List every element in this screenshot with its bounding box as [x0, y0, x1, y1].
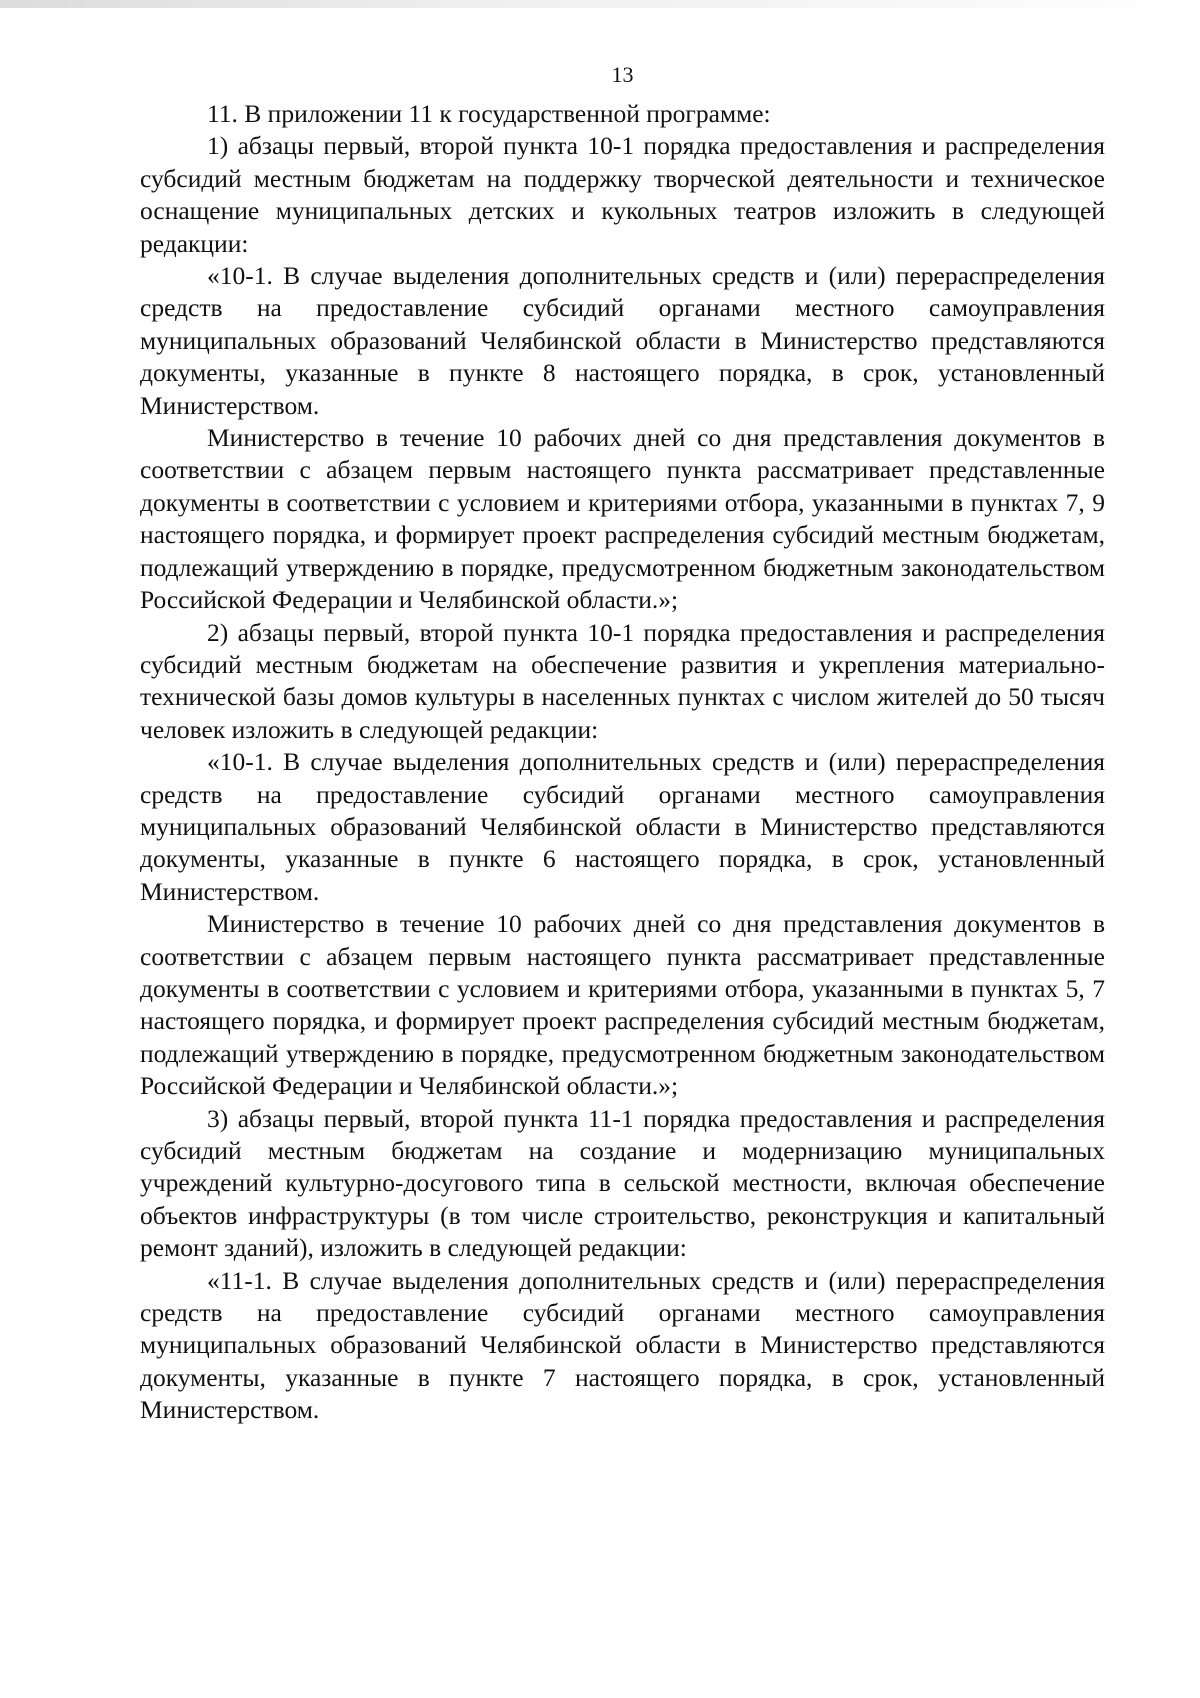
paragraph: 2) абзацы первый, второй пункта 10-1 порядка предоставления и распределения субсидий местным бюджетам на обеспечение развития и укрепления материально-технической базы домов культуры в населенных пунктах с числом жителей до 50 тысяч человек изложить в следующей редакции:: [140, 617, 1105, 744]
paragraph: «10-1. В случае выделения дополнительных средств и (или) перераспределения средств на предоставление субсидий органами местного самоуправления муниципальных образований Челябинской области в Министерство представляются документы, указанные в пункте 8 настоящего порядка, в срок, установленный Министерством.: [140, 261, 1105, 420]
scan-edge: [0, 0, 1200, 8]
paragraph: 3) абзацы первый, второй пункта 11-1 порядка предоставления и распределения субсидий местным бюджетам на создание и модернизацию муниципальных учреждений культурно-досугового типа в сельской местности, включая обеспечение объектов инфраструктуры (в том числе строительство, реконструкция и капитальный ремонт зданий), изложить в следующей редакции:: [140, 1103, 1105, 1263]
paragraph: Министерство в течение 10 рабочих дней со дня представления документов в соответствии с абзацем первым настоящего пункта рассматривает представленные документы в соответствии с условием и критериями отбора, указанными в пунктах 7, 9 настоящего порядка, и формирует проект распределения субсидий местным бюджетам, подлежащий утверждению в порядке, предусмотренном бюджетным законодательством Российской Федерации и Челябинской области.»;: [140, 423, 1105, 615]
paragraph: 1) абзацы первый, второй пункта 10-1 порядка предоставления и распределения субсидий местным бюджетам на поддержку творческой деятельности и техническое оснащение муниципальных детских и кукольных театров изложить в следующей редакции:: [140, 131, 1105, 258]
document-body: [140, 98, 1105, 1427]
paragraph: «10-1. В случае выделения дополнительных средств и (или) перераспределения средств на предоставление субсидий органами местного самоуправления муниципальных образований Челябинской области в Министерство представляются документы, указанные в пункте 6 настоящего порядка, в срок, установленный Министерством.: [140, 747, 1105, 906]
paragraph: Министерство в течение 10 рабочих дней со дня представления документов в соответствии с абзацем первым настоящего пункта рассматривает представленные документы в соответствии с условием и критериями отбора, указанными в пунктах 5, 7 настоящего порядка, и формирует проект распределения субсидий местным бюджетам, подлежащий утверждению в порядке, предусмотренном бюджетным законодательством Российской Федерации и Челябинской области.»;: [140, 909, 1105, 1101]
paragraph: 11. В приложении 11 к государственной программе:: [207, 99, 771, 128]
page-number: 13: [611, 62, 634, 87]
paragraph: «11-1. В случае выделения дополнительных средств и (или) перераспределения средств на предоставление субсидий органами местного самоуправления муниципальных образований Челябинской области в Министерство представляются документы, указанные в пункте 7 настоящего порядка, в срок, установленный Министерством.: [140, 1265, 1105, 1425]
